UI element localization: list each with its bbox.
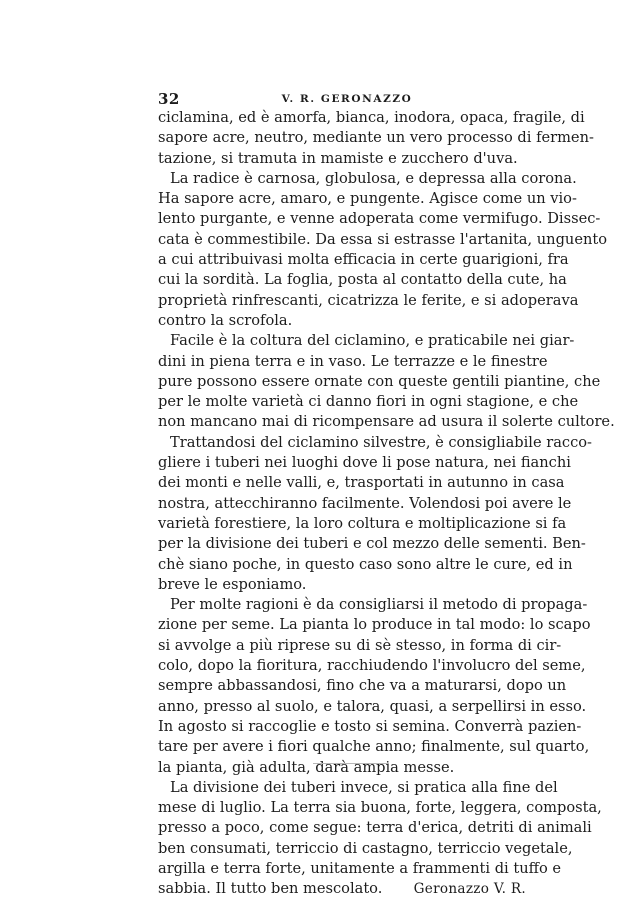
text-line: cui la sordità. La foglia, posta al contatto della cute, ha — [158, 271, 567, 289]
author-signature: Geronazzo V. R. — [413, 881, 526, 898]
text-line: sapore acre, neutro, mediante un vero processo di fermen- — [158, 129, 594, 147]
text-line: breve le esponiamo. — [158, 575, 307, 593]
text-line: cata è commestibile. Da essa si estrasse l'artanita, unguento — [158, 230, 608, 248]
end-divider — [313, 763, 389, 764]
text-line: argilla e terra forte, unitamente a frammenti di tuffo e — [158, 859, 562, 877]
text-line: mese di luglio. La terra sia buona, forte, leggera, composta, — [158, 799, 602, 817]
text-line: Ha sapore acre, amaro, e pungente. Agisce come un vio- — [158, 190, 577, 208]
closing-line — [158, 879, 536, 899]
running-title: V. R. GERONAZZO — [281, 93, 413, 105]
text-line: per la divisione dei tuberi e col mezzo delle sementi. Ben- — [158, 535, 586, 553]
text-line: lento purgante, e venne adoperata come vermifugo. Dissec- — [158, 210, 601, 228]
text-line: si avvolge a più riprese su di sè stesso, in forma di cir- — [158, 636, 562, 654]
text-line: contro la scrofola. — [158, 311, 293, 329]
text-line: ben consumati, terriccio di castagno, terriccio vegetale, — [158, 839, 573, 857]
text-line: La divisione dei tuberi invece, si pratica alla fine del — [170, 778, 558, 796]
text-line: dini in piena terra e in vaso. Le terrazze e le finestre — [158, 352, 548, 370]
text-line: colo, dopo la fioritura, racchiudendo l'involucro del seme, — [158, 657, 586, 675]
text-line: proprietà rinfrescanti, cicatrizza le ferite, e si adoperava — [158, 291, 579, 309]
text-line: non mancano mai di ricompensare ad usura il solerte cultore. — [158, 413, 615, 431]
text-line: anno, presso al suolo, e talora, quasi, a serpellirsi in esso. — [158, 697, 587, 715]
text-line: In agosto si raccoglie e tosto si semina. Converrà pazien- — [158, 717, 582, 735]
text-line: dei monti e nelle valli, e, trasportati in autunno in casa — [158, 474, 565, 492]
text-line: Facile è la coltura del ciclamino, e praticabile nei giar- — [170, 332, 575, 350]
running-head — [158, 90, 536, 110]
body-text — [158, 108, 615, 900]
text-line: la pianta, già adulta, darà ampia messe. — [158, 758, 455, 776]
text-line: chè siano poche, in questo caso sono altre le cure, ed in — [158, 555, 573, 573]
text-line: gliere i tuberi nei luoghi dove li pose natura, nei fianchi — [158, 454, 571, 472]
page-number: 32 — [158, 90, 180, 108]
text-line: presso a poco, come segue: terra d'erica, detriti di animali — [158, 819, 592, 837]
text-line: nostra, attecchiranno facilmente. Volendosi poi avere le — [158, 494, 572, 512]
text-line: zione per seme. La pianta lo produce in tal modo: lo scapo — [158, 616, 591, 634]
text-line: sempre abbassandosi, fino che va a maturarsi, dopo un — [158, 677, 567, 695]
text-line: a cui attribuivasi molta efficacia in certe guarigioni, fra — [158, 251, 569, 269]
text-line: varietà forestiere, la loro coltura e moltiplicazione si fa — [158, 514, 567, 532]
text-line: pure possono essere ornate con queste gentili piantine, che — [158, 372, 601, 390]
text-line: per le molte varietà ci danno fiori in ogni stagione, e che — [158, 393, 579, 411]
text-line: tare per avere i fiori qualche anno; finalmente, sul quarto, — [158, 738, 590, 756]
text-line: Per molte ragioni è da consigliarsi il metodo di propaga- — [170, 596, 588, 614]
text-line: La radice è carnosa, globulosa, e depressa alla corona. — [170, 169, 577, 187]
text-line: ciclamina, ed è amorfa, bianca, inodora, opaca, fragile, di — [158, 109, 585, 126]
text-line: Trattandosi del ciclamino silvestre, è consigliabile racco- — [170, 433, 592, 451]
text-line: sabbia. Il tutto ben mescolato. — [158, 880, 383, 898]
text-line: tazione, si tramuta in mamiste e zucchero d'uva. — [158, 149, 518, 167]
